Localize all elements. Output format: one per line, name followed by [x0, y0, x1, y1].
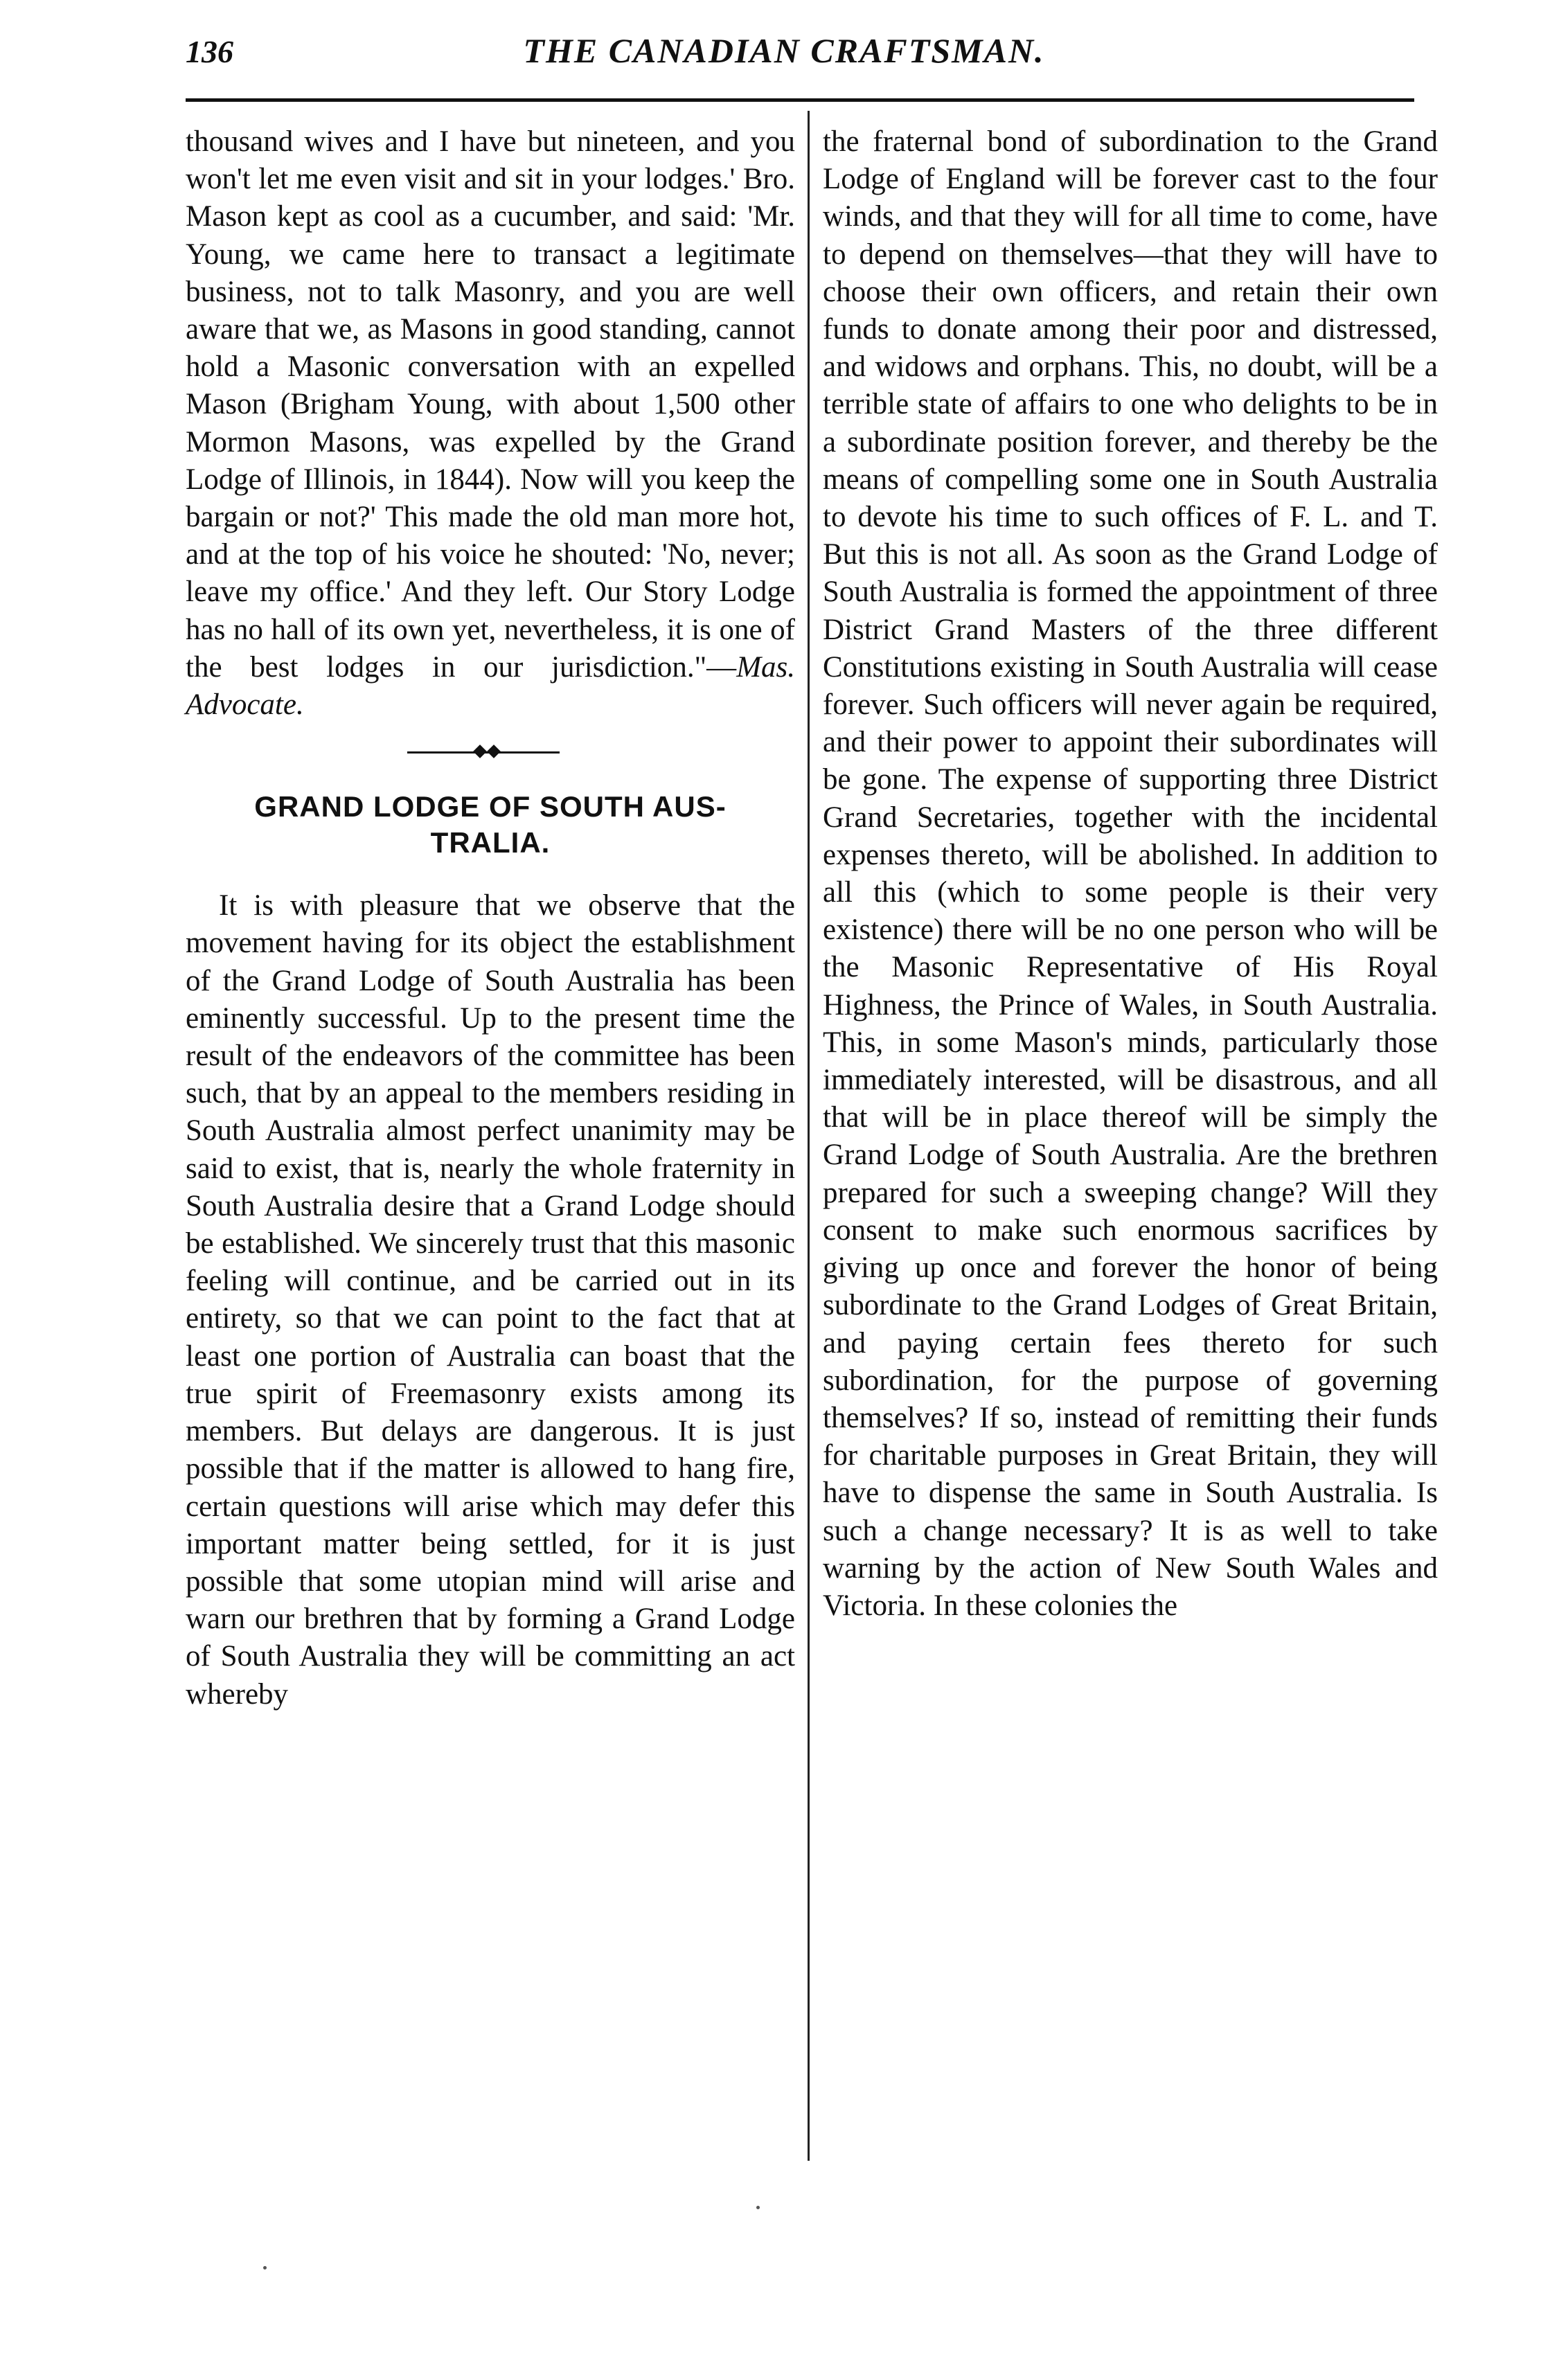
page-number: 136 — [186, 34, 233, 69]
ornament-diamond — [487, 744, 501, 758]
article-paragraph: It is with pleasure that we observe that the movement having for its object the establishment of the Grand Lodge of South Australia has been eminently successful. Up to the present time the result of the endeavors of the committee has been such, that by an appeal to the members residing in South Australia almost perfect unanimity may be said to exist, that is, nearly the whole fraternity in South Australia desire that a Grand Lodge should be established. We sincerely trust that this masonic feeling will continue, and be carried out in its entirety, so that we can point to the fact that at least one portion of Australia can boast that the true spirit of Freemasonry exists among its members. But delays are dangerous. It is just possible that if the matter is allowed to hang fire, certain questions will arise which may defer this important matter being settled, for it is just possible that some utopian mind will arise and warn our brethren that by forming a Grand Lodge of South Australia they will be committing an act whereby — [186, 889, 795, 1711]
header-rule — [186, 98, 1414, 102]
column-divider — [808, 111, 810, 2161]
article-title-line: GRAND LODGE OF SOUTH AUS- — [254, 790, 727, 823]
article-title-line: TRALIA. — [430, 826, 551, 859]
right-column — [823, 123, 1438, 1625]
continued-paragraph — [186, 123, 795, 724]
article-paragraph-continued: the fraternal bond of subordination to the Grand Lodge of England will be forever cast to the four winds, and that they will for all time to come, have to depend on themselves—that they will have to choose their own officers, and retain their own funds to donate among their poor and distressed, and widows and orphans. This, no doubt, will be a terrible state of affairs to one who delights to be in a subordinate position forever, and thereby be the means of compelling some one in South Australia to devote his time to such offices of F. L. and T. But this is not all. As soon as the Grand Lodge of South Australia is formed the appointment of three District Grand Masters of the three different Constitutions existing in South Australia will cease forever. Such officers will never again be required, and their power to appoint their subordinates will be gone. The expense of supporting three District Grand Secretaries, together with the incidental expenses thereto, will be abolished. In addition to all this (which to some people is their very existence) there will be no one person who will be the Masonic Representative of His Royal Highness, the Prince of Wales, in South Australia. This, in some Mason's minds, particularly those immediately interested, will be disastrous, and all that will be in place thereof will be simply the Grand Lodge of South Australia. Are the brethren prepared for such a sweeping change? Will they consent to make such enormous sacrifices by giving up once and forever the honor of being subordinate to the Grand Lodges of Great Britain, and paying certain fees thereto for such subordination, for the purpose of governing themselves? If so, instead of remitting their funds for charitable purposes in Great Britain, they will have to dispense the same in South Australia. Is such a change necessary? It is as well to take warning by the action of New South Wales and Victoria. In these colonies the — [823, 125, 1438, 1622]
section-ornament — [186, 736, 795, 771]
left-column — [186, 123, 795, 1713]
print-speck — [756, 2206, 760, 2209]
continued-text: thousand wives and I have but nineteen, and you won't let me even visit and sit in your lodges.' Bro. Mason kept as cool as a cucumber, and said: 'Mr. Young, we came here to transact a legitimate business, not to talk Masonry, and you are well aware that we, as Masons in good standing, cannot hold a Masonic conversation with an expelled Mason (Brigham Young, with about 1,500 other Mormon Masons, was expelled by the Grand Lodge of Illinois, in 1844). Now will you keep the bargain or not?' This made the old man more hot, and at the top of his voice he shouted: 'No, never; leave my office.' And they left. Our Story Lodge has no hall of its own yet, nevertheless, it is one of the best lodges in our jurisdiction."— — [186, 125, 795, 684]
print-speck — [263, 2266, 267, 2270]
source-attribution: Mas. Advocate. — [186, 650, 795, 722]
article-title — [186, 789, 795, 861]
ornament-diamond — [473, 744, 487, 758]
running-title: THE CANADIAN CRAFTSMAN. — [523, 31, 1045, 70]
